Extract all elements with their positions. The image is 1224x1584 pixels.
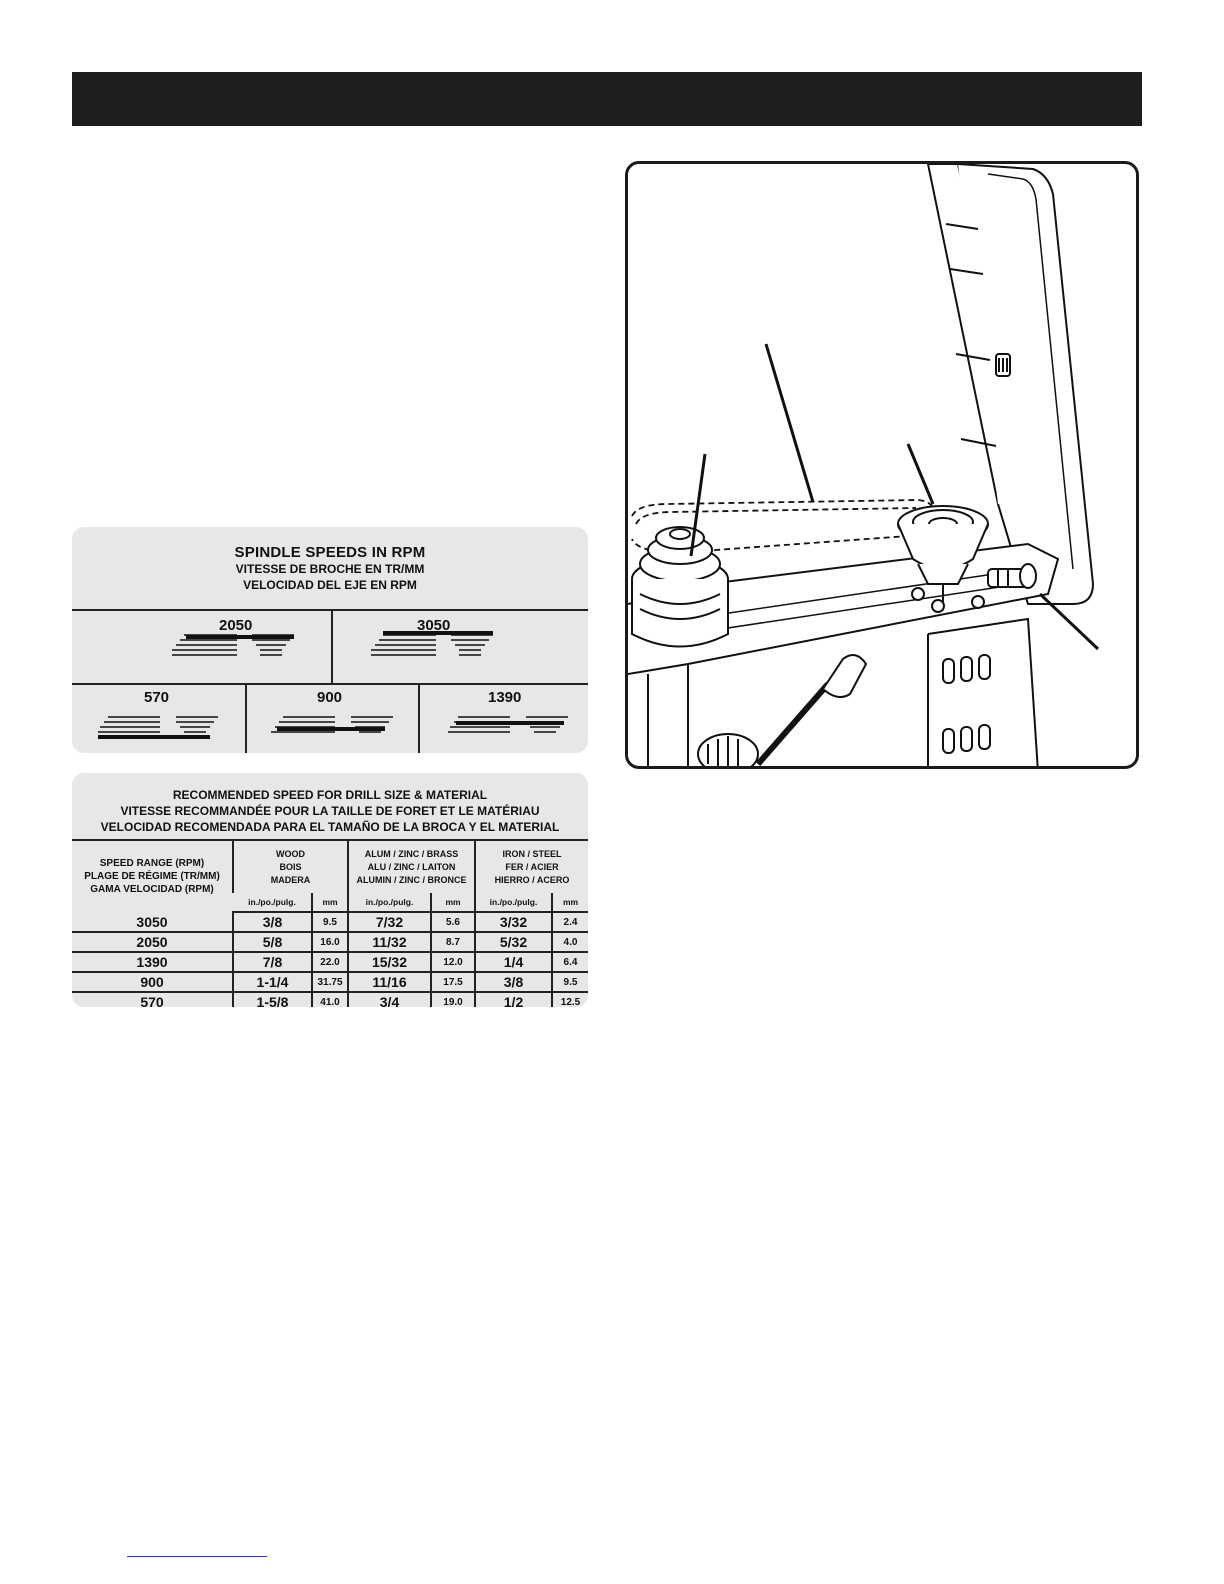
drill-size-in-cell: 3/32 bbox=[475, 912, 552, 932]
table-row bbox=[72, 932, 588, 952]
pulley-diagram-2050 bbox=[72, 611, 331, 683]
material-wood-en: WOOD bbox=[276, 848, 305, 859]
drill-size-in-cell: 11/32 bbox=[348, 932, 431, 952]
spindle-speeds-title-fr: VITESSE DE BROCHE EN TR/MM bbox=[235, 562, 425, 576]
unit-in: in./po./pulg. bbox=[348, 893, 431, 912]
drill-size-in-cell: 1-5/8 bbox=[233, 992, 312, 1007]
unit-in: in./po./pulg. bbox=[475, 893, 552, 912]
pulley-diagram-570 bbox=[72, 685, 245, 753]
footer-link-underline bbox=[127, 1556, 267, 1557]
speed-range-cell: 1390 bbox=[72, 952, 233, 972]
drill-size-mm-cell: 22.0 bbox=[312, 952, 348, 972]
drill-size-in-cell: 11/16 bbox=[348, 972, 431, 992]
drill-size-mm-cell: 9.5 bbox=[312, 912, 348, 932]
speed-label-3050: 3050 bbox=[417, 617, 451, 634]
drill-size-mm-cell: 19.0 bbox=[431, 992, 475, 1007]
material-header-wood bbox=[233, 841, 348, 893]
drill-size-mm-cell: 5.6 bbox=[431, 912, 475, 932]
unit-mm: mm bbox=[552, 893, 588, 912]
drill-size-mm-cell: 8.7 bbox=[431, 932, 475, 952]
drill-size-mm-cell: 17.5 bbox=[431, 972, 475, 992]
spindle-speeds-card bbox=[72, 527, 588, 753]
drill-size-mm-cell: 4.0 bbox=[552, 932, 588, 952]
table-header-row bbox=[72, 841, 588, 893]
material-alum-fr: ALU / ZINC / LAITON bbox=[367, 861, 456, 872]
speed-range-header-en: SPEED RANGE (RPM) bbox=[99, 858, 205, 869]
material-alum-es: ALUMIN / ZINC / BRONCE bbox=[356, 874, 467, 885]
material-wood-fr: BOIS bbox=[279, 861, 302, 872]
speed-label-900: 900 bbox=[317, 689, 343, 706]
material-header-alum bbox=[348, 841, 475, 893]
recommended-speed-titles bbox=[72, 773, 588, 841]
speed-range-cell: 3050 bbox=[72, 912, 233, 932]
drill-size-mm-cell: 12.0 bbox=[431, 952, 475, 972]
drill-press-pulley-figure bbox=[625, 161, 1139, 769]
pulley-diagram-900 bbox=[247, 685, 418, 753]
pulley-diagram-1390 bbox=[420, 685, 588, 753]
speed-range-cell: 570 bbox=[140, 994, 164, 1007]
table-row bbox=[72, 952, 588, 972]
material-iron-en: IRON / STEEL bbox=[502, 848, 562, 859]
recommended-speed-title-es: VELOCIDAD RECOMENDADA PARA EL TAMAÑO DE LA BROCA Y EL MATERIAL bbox=[100, 820, 560, 834]
spindle-speeds-title-es: VELOCIDAD DEL EJE EN RPM bbox=[243, 578, 417, 592]
speed-cell-570 bbox=[72, 685, 245, 753]
speed-range-header-es: GAMA VELOCIDAD (RPM) bbox=[90, 884, 214, 895]
drill-size-in-cell: 1/2 bbox=[475, 992, 552, 1007]
material-iron-es: HIERRO / ACERO bbox=[494, 874, 570, 885]
recommended-speed-card bbox=[72, 773, 588, 1007]
drill-size-mm-cell: 2.4 bbox=[552, 912, 588, 932]
pulley-diagram-3050 bbox=[333, 611, 588, 683]
drill-size-mm-cell: 9.5 bbox=[552, 972, 588, 992]
speed-cell-900 bbox=[247, 685, 418, 753]
drill-size-in-cell: 3/8 bbox=[475, 972, 552, 992]
drill-size-in-cell: 7/8 bbox=[233, 952, 312, 972]
drill-size-in-cell: 5/8 bbox=[233, 932, 312, 952]
drill-size-mm-cell: 41.0 bbox=[312, 992, 348, 1007]
spindle-speeds-titles bbox=[72, 527, 588, 611]
drill-press-illustration bbox=[628, 164, 1139, 769]
table-row bbox=[72, 972, 588, 992]
speed-label-1390: 1390 bbox=[488, 689, 522, 706]
table-row bbox=[72, 912, 588, 932]
drill-size-in-cell: 1/4 bbox=[475, 952, 552, 972]
material-alum-en: ALUM / ZINC / BRASS bbox=[364, 848, 459, 859]
drill-size-mm-cell: 12.5 bbox=[552, 992, 588, 1007]
drill-size-in-cell: 7/32 bbox=[348, 912, 431, 932]
drill-size-in-cell: 15/32 bbox=[348, 952, 431, 972]
speed-cell-3050 bbox=[333, 611, 588, 683]
speed-cell-2050 bbox=[72, 611, 331, 683]
spindle-speeds-row-bottom bbox=[72, 685, 588, 753]
drill-size-in-cell: 3/4 bbox=[348, 992, 431, 1007]
material-iron-fr: FER / ACIER bbox=[505, 861, 559, 872]
recommended-speed-title: RECOMMENDED SPEED FOR DRILL SIZE & MATERIAL bbox=[172, 788, 488, 802]
unit-in: in./po./pulg. bbox=[233, 893, 312, 912]
material-wood-es: MADERA bbox=[270, 874, 311, 885]
speed-range-header bbox=[72, 841, 233, 912]
drill-size-mm-cell: 31.75 bbox=[312, 972, 348, 992]
drill-size-mm-cell: 6.4 bbox=[552, 952, 588, 972]
speed-cell-1390 bbox=[420, 685, 588, 753]
spindle-speeds-title: SPINDLE SPEEDS IN RPM bbox=[234, 544, 426, 561]
drill-size-in-cell: 3/8 bbox=[233, 912, 312, 932]
unit-mm: mm bbox=[312, 893, 348, 912]
speed-range-cell: 2050 bbox=[72, 932, 233, 952]
recommended-speed-table bbox=[72, 841, 588, 1007]
speed-range-cell: 900 bbox=[72, 972, 233, 992]
drill-size-in-cell: 1-1/4 bbox=[233, 972, 312, 992]
recommended-speed-title-fr: VITESSE RECOMMANDÉE POUR LA TAILLE DE FORET ET LE MATÉRIAU bbox=[120, 804, 540, 818]
spindle-speeds-row-top bbox=[72, 611, 588, 685]
speed-range-header-fr: PLAGE DE RÉGIME (TR/MM) bbox=[84, 871, 220, 882]
speed-label-570: 570 bbox=[144, 689, 170, 706]
unit-mm: mm bbox=[431, 893, 475, 912]
header-bar bbox=[72, 72, 1142, 126]
material-header-iron bbox=[475, 841, 588, 893]
speed-label-2050: 2050 bbox=[219, 617, 253, 634]
drill-size-in-cell: 5/32 bbox=[475, 932, 552, 952]
table-row bbox=[72, 992, 588, 1007]
drill-size-mm-cell: 16.0 bbox=[312, 932, 348, 952]
